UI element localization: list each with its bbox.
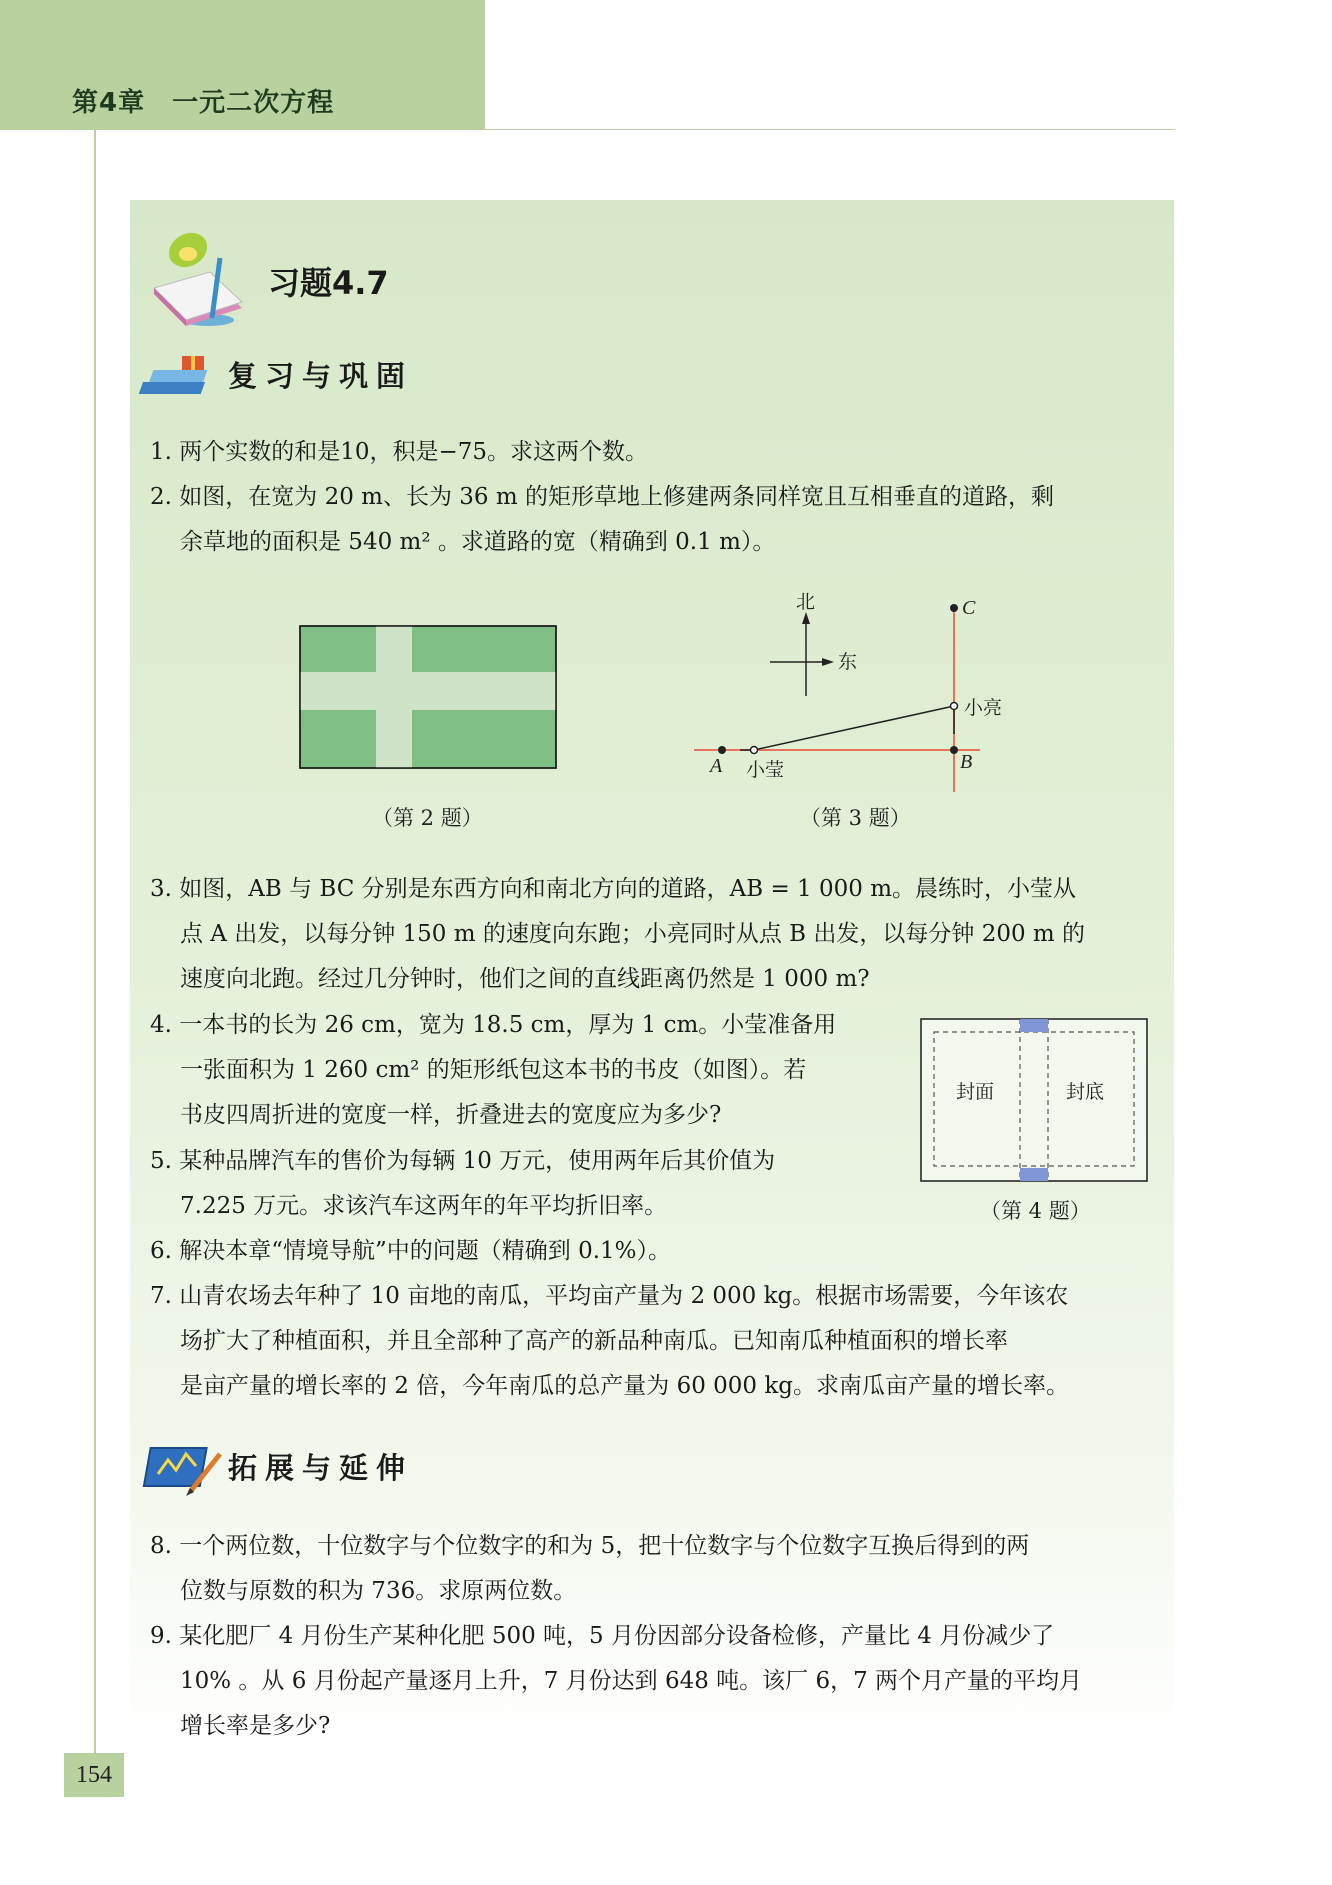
problem-8 — [150, 1524, 1029, 1614]
problem-6 — [150, 1229, 671, 1274]
figure-2-caption: （第 2 题） — [372, 806, 483, 830]
back-cover-label: 封底 — [1066, 1081, 1105, 1103]
subsection-review: 复习与巩固 — [228, 359, 414, 393]
problem-line: 5. 某种品牌汽车的售价为每辆 10 万元，使用两年后其价值为 — [150, 1148, 776, 1174]
problem-line: 是亩产量的增长率的 2 倍，今年南瓜的总产量为 60 000 kg。求南瓜亩产量的增长率。 — [180, 1373, 1070, 1399]
problem-line: 6. 解决本章“情境导航”中的问题（精确到 0.1%）。 — [150, 1238, 672, 1264]
problem-7 — [150, 1274, 1069, 1409]
chapter-title: 第4章 一元二次方程 — [72, 88, 335, 118]
margin-line — [94, 130, 96, 1760]
point-b-label: B — [960, 751, 973, 773]
problem-line: 位数与原数的积为 736。求原两位数。 — [180, 1578, 577, 1604]
problem-2 — [150, 475, 1054, 565]
figure-4-caption: （第 4 题） — [980, 1199, 1091, 1223]
page-number: 154 — [64, 1753, 124, 1797]
stacked-books-icon — [148, 352, 222, 400]
point-c-label: C — [962, 597, 976, 619]
xiaoying-label: 小莹 — [746, 759, 785, 781]
problem-3 — [150, 867, 1085, 1002]
front-cover-label: 封面 — [956, 1081, 995, 1103]
problem-line: 速度向北跑。经过几分钟时，他们之间的直线距离仍然是 1 000 m? — [180, 966, 870, 992]
problem-line: 书皮四周折进的宽度一样，折叠进去的宽度应为多少? — [180, 1102, 722, 1128]
problem-line: 4. 一本书的长为 26 cm，宽为 18.5 cm，厚为 1 cm。小莹准备用 — [150, 1012, 837, 1038]
point-a-label: A — [710, 755, 723, 777]
desk-lamp-book-icon — [148, 228, 258, 328]
problem-line: 1. 两个实数的和是10，积是−75。求这两个数。 — [150, 439, 649, 465]
figure-3-running-paths — [690, 591, 1020, 796]
subsection-extend: 拓展与延伸 — [228, 1451, 414, 1485]
problem-line: 2. 如图，在宽为 20 m、长为 36 m 的矩形草地上修建两条同样宽且互相垂直的道路，剩 — [150, 484, 1054, 510]
problem-line: 增长率是多少? — [180, 1713, 331, 1739]
problem-1 — [150, 430, 648, 475]
problem-line: 9. 某化肥厂 4 月份生产某种化肥 500 吨，5 月份因部分设备检修，产量比 4 月份减少了 — [150, 1623, 1055, 1649]
problem-line: 点 A 出发，以每分钟 150 m 的速度向东跑；小亮同时从点 B 出发，以每分钟 200 m 的 — [180, 921, 1086, 947]
figure-2-lawn-roads — [300, 626, 556, 768]
problem-line: 7. 山青农场去年种了 10 亩地的南瓜，平均亩产量为 2 000 kg。根据市场需要，今年该农 — [150, 1283, 1069, 1309]
header-rule — [485, 129, 1175, 130]
section-title: 习题4.7 — [268, 264, 389, 302]
problem-line: 7.225 万元。求该汽车这两年的年平均折旧率。 — [180, 1193, 668, 1219]
north-label: 北 — [796, 591, 816, 613]
problem-4 — [150, 1003, 836, 1138]
figure-4-book-cover — [920, 1018, 1150, 1184]
problem-line: 余草地的面积是 540 m² 。求道路的宽（精确到 0.1 m）。 — [180, 529, 776, 555]
problem-line: 8. 一个两位数，十位数字与个位数字的和为 5，把十位数字与个位数字互换后得到的两 — [150, 1533, 1030, 1559]
problem-5 — [150, 1139, 775, 1229]
problem-line: 场扩大了种植面积，并且全部种了高产的新品种南瓜。已知南瓜种植面积的增长率 — [180, 1328, 1008, 1354]
problem-line: 10% 。从 6 月份起产量逐月上升，7 月份达到 648 吨。该厂 6，7 两个月产量的平均月 — [180, 1668, 1083, 1694]
figure-3-caption: （第 3 题） — [800, 806, 911, 830]
east-label: 东 — [838, 651, 858, 673]
problem-9 — [150, 1614, 1082, 1749]
problem-line: 一张面积为 1 260 cm² 的矩形纸包这本书的书皮（如图）。若 — [180, 1057, 807, 1083]
problem-line: 3. 如图，AB 与 BC 分别是东西方向和南北方向的道路，AB = 1 000 m。晨练时，小莹从 — [150, 876, 1076, 902]
xiaoliang-label: 小亮 — [964, 697, 1003, 719]
writing-chart-icon — [150, 1440, 224, 1496]
